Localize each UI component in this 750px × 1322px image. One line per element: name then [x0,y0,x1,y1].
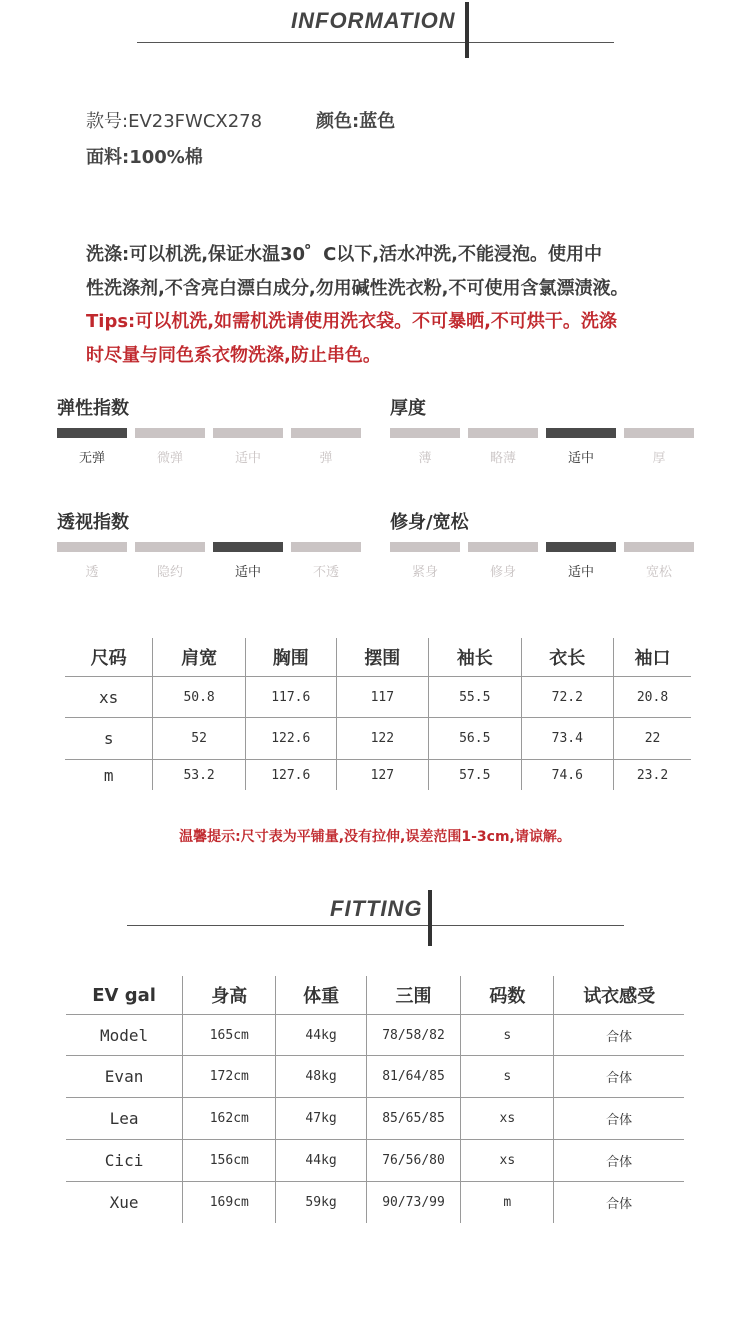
table-cell: Lea [66,1098,183,1140]
scale-option-label: 略薄 [489,451,516,466]
index-title: 弹性指数 [57,398,129,419]
index-scale [57,428,369,438]
table-cell: s [461,1015,554,1056]
scale-option-label: 紧身 [411,565,438,580]
scale-segment [390,428,460,438]
scale-option-label: 宽松 [645,565,672,580]
table-cell: xs [461,1098,554,1140]
fitting-row [66,1015,684,1056]
header-divider [127,925,624,926]
table-cell: 52 [153,718,246,760]
tips-line: 时尽量与同色系衣物洗涤,防止串色。 [86,345,381,366]
table-cell: 53.2 [153,760,246,791]
scale-segment [624,428,694,438]
table-cell: 50.8 [153,677,246,718]
color-label: 颜色: [316,111,360,132]
scale-segment-selected [213,542,283,552]
header-divider [137,42,614,43]
scale-segment [213,428,283,438]
table-cell: 122.6 [245,718,336,760]
index-labels [57,447,369,466]
header-accent-bar [428,890,432,946]
table-cell: 22 [614,718,691,760]
column-header: 袖长 [428,638,521,677]
scale-segment-selected [546,542,616,552]
scale-option-label: 适中 [567,565,594,580]
table-cell: 23.2 [636,767,669,783]
thickness-index [390,397,700,477]
scale-segment [468,428,538,438]
washing-line: 洗涤:可以机洗,保证水温30゜C以下,活水冲洗,不能浸泡。使用中 [86,244,602,265]
transparency-index [57,511,367,591]
scale-option-label: 不透 [312,565,339,580]
table-cell: 合体 [554,1140,684,1182]
table-cell: s [461,1056,554,1098]
table-cell: 78/58/82 [366,1015,461,1056]
size-row [65,760,691,791]
table-cell: 74.6 [521,760,614,791]
tips-line: Tips:可以机洗,如需机洗请使用洗衣袋。不可暴晒,不可烘干。洗涤 [86,311,617,332]
washing-line: 性洗涤剂,不含亮白漂白成分,勿用碱性洗衣粉,不可使用含氯漂渍液。 [86,278,629,299]
scale-segment [135,428,205,438]
scale-option-label: 适中 [567,451,594,466]
color-info [316,107,395,133]
table-cell: 20.8 [614,677,691,718]
scale-option-label: 无弹 [78,451,105,466]
table-cell: 73.4 [521,718,614,760]
column-header: 袖口 [614,638,691,677]
table-cell: 169cm [183,1182,276,1224]
table-cell: 76/56/80 [366,1140,461,1182]
washing-instructions [86,238,726,306]
scale-segment [624,542,694,552]
table-cell: 81/64/85 [366,1056,461,1098]
style-number [86,107,262,133]
scale-option-label: 适中 [234,565,261,580]
fitting-table [66,976,684,1223]
table-cell: 57.5 [428,760,521,791]
index-title: 透视指数 [57,512,129,533]
table-cell: 127.6 [245,760,336,791]
index-title: 厚度 [390,398,426,419]
index-labels [57,561,369,580]
table-cell: 90/73/99 [366,1182,461,1224]
table-cell: 59kg [276,1182,366,1224]
fit-index [390,511,700,591]
table-cell: m [65,760,153,791]
scale-segment-selected [546,428,616,438]
table-cell: 55.5 [428,677,521,718]
scale-option-label: 透 [85,565,99,580]
index-scale [57,542,369,552]
table-cell: 56.5 [428,718,521,760]
scale-option-label: 修身 [489,565,516,580]
table-cell: 44kg [276,1015,366,1056]
table-cell: 165cm [183,1015,276,1056]
index-labels [390,561,702,580]
size-table-header [65,638,691,677]
fabric-info [86,143,203,169]
table-cell: xs [461,1140,554,1182]
column-header: 摆围 [336,638,428,677]
table-cell: 117 [336,677,428,718]
fitting-row [66,1056,684,1098]
scale-option-label: 厚 [652,451,666,466]
table-cell: Evan [66,1056,183,1098]
table-cell: 156cm [183,1140,276,1182]
table-cell: 合体 [606,1197,633,1212]
washing-tips [86,305,726,373]
scale-segment [468,542,538,552]
column-header: 试衣感受 [554,976,684,1015]
fitting-title: FITTING [330,896,423,921]
index-title: 修身/宽松 [390,512,469,533]
size-row [65,718,691,760]
index-scale [390,542,702,552]
header-accent-bar [465,2,469,58]
fitting-table-header [66,976,684,1015]
column-header: EV gal [66,976,183,1015]
column-header: 码数 [461,976,554,1015]
scale-option-label: 薄 [418,451,432,466]
table-cell: 合体 [554,1015,684,1056]
scale-segment [57,542,127,552]
column-header: 体重 [276,976,366,1015]
scale-option-label: 微弹 [156,451,183,466]
fitting-row [66,1098,684,1140]
fitting-row [66,1182,684,1224]
scale-option-label: 适中 [234,451,261,466]
table-cell: 72.2 [521,677,614,718]
table-cell: Xue [66,1182,183,1224]
scale-option-label: 隐约 [156,565,183,580]
table-cell: 162cm [183,1098,276,1140]
scale-segment [291,542,361,552]
table-cell: 合体 [554,1056,684,1098]
column-header: 身高 [183,976,276,1015]
table-cell: 122 [336,718,428,760]
style-label: 款号: [86,111,129,132]
column-header: 三围 [366,976,461,1015]
scale-option-label: 弹 [319,451,333,466]
table-cell: 合体 [554,1098,684,1140]
table-cell: 47kg [276,1098,366,1140]
table-cell: Cici [66,1140,183,1182]
information-title: INFORMATION [291,8,456,33]
fitting-row [66,1140,684,1182]
elasticity-index [57,397,367,477]
column-header: 尺码 [65,638,153,677]
table-cell: Model [66,1015,183,1056]
table-cell: 85/65/85 [366,1098,461,1140]
index-scale [390,428,702,438]
color-value: 蓝色 [359,111,396,132]
index-labels [390,447,702,466]
size-note: 温馨提示:尺寸表为平铺量,没有拉伸,误差范围1-3cm,请谅解。 [179,829,571,845]
table-cell: 44kg [276,1140,366,1182]
fabric-value: 100%棉 [129,147,203,168]
table-cell: 117.6 [245,677,336,718]
scale-segment [390,542,460,552]
size-table [65,638,691,790]
table-cell: 172cm [183,1056,276,1098]
scale-segment [291,428,361,438]
size-row [65,677,691,718]
table-cell: xs [65,677,153,718]
fabric-label: 面料: [86,147,130,168]
table-cell: m [461,1182,554,1224]
table-cell: 127 [336,760,428,791]
column-header: 衣长 [521,638,614,677]
table-cell: 48kg [276,1056,366,1098]
style-value: EV23FWCX278 [128,111,263,132]
column-header: 肩宽 [153,638,246,677]
scale-segment [135,542,205,552]
table-cell: s [65,718,153,760]
scale-segment-selected [57,428,127,438]
column-header: 胸围 [245,638,336,677]
